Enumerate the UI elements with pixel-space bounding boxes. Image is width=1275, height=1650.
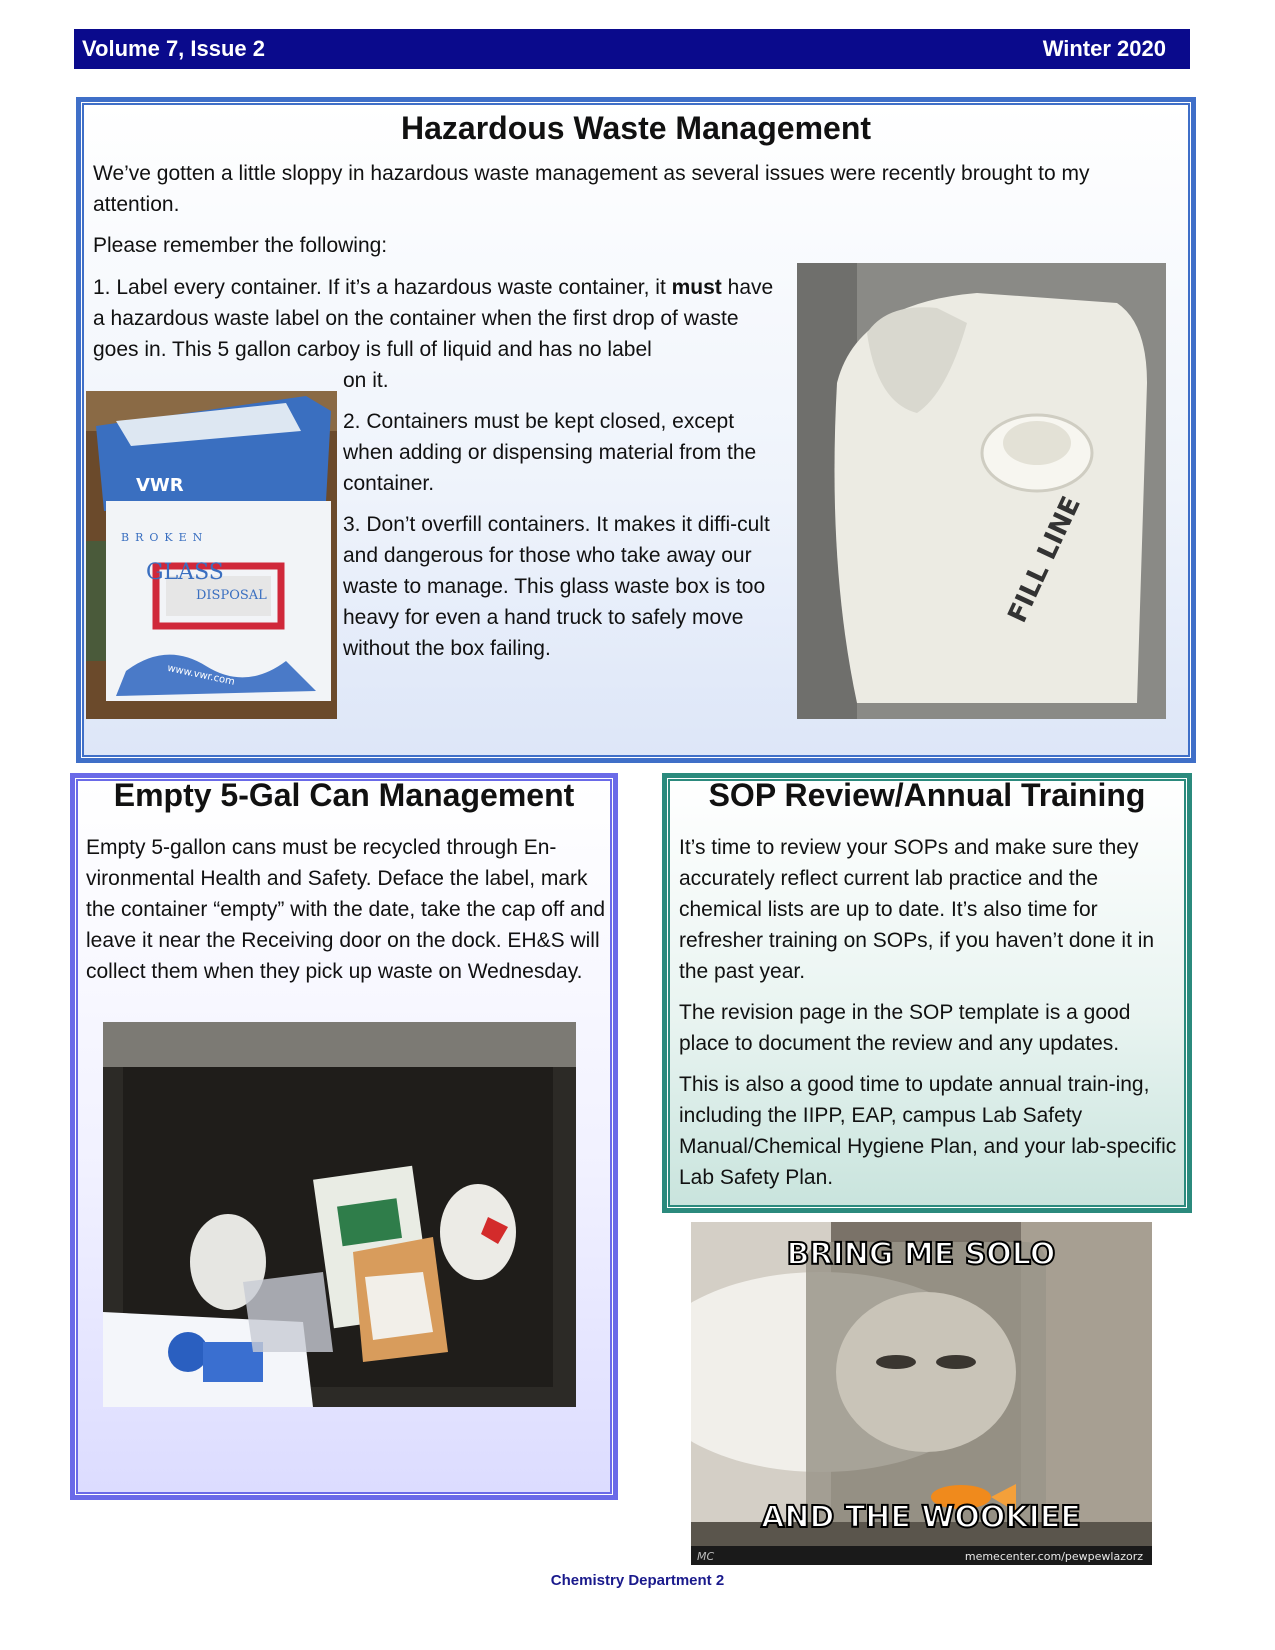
broken-glass-box-photo [86, 391, 337, 719]
must-emphasis: must [671, 276, 722, 299]
meme-image [691, 1222, 1152, 1565]
hazardous-intro-block [93, 158, 1175, 271]
sop-paragraph-2: The revision page in the SOP template is a good place to document the review and any updates. [679, 1001, 1131, 1055]
season-date: Winter 2020 [1042, 36, 1166, 61]
meme-credit: memecenter.com/pewpewlazorz [964, 1550, 1143, 1563]
meme-mc-logo: MC [697, 1550, 715, 1563]
item-1: 1. Label every container. If it’s a hazardous waste container, it must have a hazardous waste label on the container when the first drop of waste goes in. This 5 gallon carboy is full of liquid and has no label [93, 276, 774, 361]
volume-issue: Volume 7, Issue 2 [82, 36, 266, 61]
item-continued [343, 365, 783, 674]
item-3: 3. Don’t overfill containers. It makes it diffi-cult and dangerous for those who take away our waste to manage. This glass waste box is too heavy for even a hand truck to safely move without the box failing. [343, 513, 770, 660]
meme-top-text: BRING ME SOLO [786, 1237, 1056, 1272]
item-2: 2. Containers must be kept closed, except when adding or dispensing material from the container. [343, 410, 757, 495]
newsletter-header [74, 29, 1190, 69]
glass-label: GLASS [146, 560, 224, 585]
empty-can-body: Empty 5-gallon cans must be recycled through En-vironmental Health and Safety. Deface the label, mark the container “empty” with the date, take the cap off and leave it near the Receiving door on the dock. EH&S will collect them when they pick up waste on Wednesday. [86, 836, 606, 983]
remember-line: Please remember the following: [93, 234, 388, 257]
sop-review-body [679, 832, 1181, 1203]
carboy-photo [797, 263, 1166, 719]
sop-paragraph-1: It’s time to review your SOPs and make sure they accurately reflect current lab practice and the chemical lists are up to date. It’s also time for refresher training on SOPs, if you haven’t done it in the past year. [679, 836, 1155, 983]
sop-review-title: SOP Review/Annual Training [708, 777, 1146, 813]
page-footer: Chemistry Department 2 [550, 1572, 725, 1589]
fill-line-marking: FILL LINE [1002, 491, 1087, 628]
hazardous-intro: We’ve gotten a little sloppy in hazardous waste management as several issues were recently brought to my attention. [93, 162, 1090, 216]
item-1-tail: on it. [343, 369, 389, 392]
dumpster-photo [103, 1022, 576, 1407]
empty-can-title: Empty 5-Gal Can Management [113, 777, 575, 813]
meme-bottom-text: AND THE WOOKIEE [761, 1500, 1081, 1535]
disposal-label: DISPOSAL [196, 588, 267, 603]
vwr-brand: VWR [136, 475, 184, 496]
vwr-url: www.vwr.com [166, 662, 236, 688]
hazardous-waste-title: Hazardous Waste Management [400, 110, 872, 146]
sop-paragraph-3: This is also a good time to update annual train-ing, including the IIPP, EAP, campus Lab Safety Manual/Chemical Hygiene Plan, and your lab-specific Lab Safety Plan. [679, 1073, 1177, 1189]
broken-label: BROKEN [121, 531, 209, 544]
